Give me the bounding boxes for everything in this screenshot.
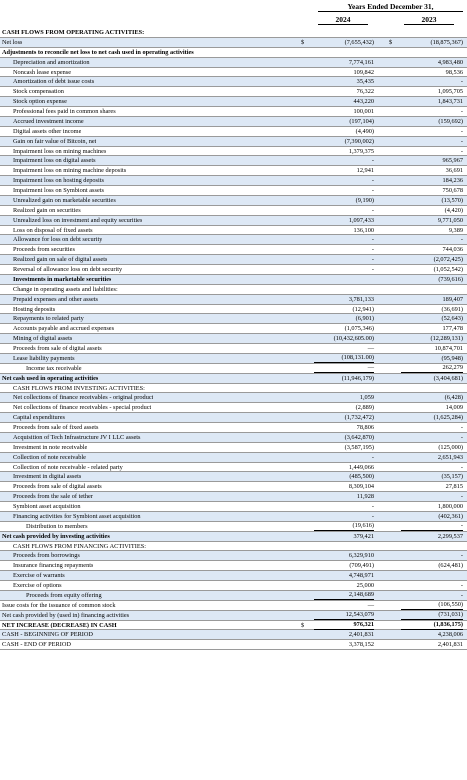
table-row: [0, 176, 467, 186]
value-2024: 100,001: [353, 108, 374, 115]
value-2024: -: [371, 187, 374, 194]
value-2024: -: [371, 246, 374, 254]
value-2023: 2,401,831: [437, 641, 463, 649]
table-row: [0, 137, 467, 147]
value-2023: 2,651,943: [437, 453, 463, 461]
value-2023: (1,052,542): [433, 266, 463, 273]
value-2023: -: [460, 108, 463, 115]
value-2023: (1,625,284): [433, 414, 463, 422]
value-2023: (159,692): [438, 117, 463, 125]
value-2024: 1,097,433: [348, 216, 374, 224]
value-2024: (1,732,472): [344, 414, 374, 422]
row-label: Adjustments to reconcile net loss to net cash used in operating activities: [2, 48, 194, 56]
table-row: [0, 77, 467, 87]
value-2024: -: [371, 157, 374, 165]
table-row: [0, 58, 467, 68]
value-2023: (125,000): [438, 443, 463, 451]
value-2024: 3,781,133: [348, 295, 374, 303]
value-2024: (12,941): [352, 305, 374, 313]
value-2024: 11,928: [356, 493, 374, 501]
row-label: Digital assets other income: [13, 127, 82, 135]
row-label: Impairment loss on Symbiont assets: [13, 187, 104, 194]
value-2024: 3,378,152: [348, 641, 374, 649]
value-2024: 976,321: [314, 621, 374, 631]
row-label: CASH - BEGINNING OF PERIOD: [2, 631, 93, 639]
table-row: [0, 384, 467, 394]
value-2024: 1,059: [359, 394, 374, 402]
table-row: [0, 107, 467, 117]
row-label: Proceeds from sale of fixed assets: [13, 424, 99, 431]
row-label: Change in operating assets and liabilities:: [13, 285, 118, 293]
row-label: Realized gain on sale of digital assets: [13, 256, 108, 264]
table-row: [0, 196, 467, 206]
row-label: Financing activities for Symbiont asset acquisition: [13, 512, 141, 520]
row-label: Proceeds from sale of digital assets: [13, 345, 102, 352]
row-label: Acquisition of Tech Infrastructure JV I LLC assets: [13, 433, 141, 441]
table-row: [0, 265, 467, 275]
table-row: [0, 295, 467, 305]
table-row: [0, 275, 467, 285]
value-2024: 109,842: [353, 68, 374, 76]
table-row: [0, 28, 467, 38]
row-label: Accrued investment income: [13, 117, 84, 125]
row-label: Capital expenditures: [13, 414, 65, 422]
table-row: [0, 611, 467, 621]
value-2024: -: [371, 256, 374, 264]
value-2024: 25,000: [356, 582, 374, 589]
row-label: Lease liability payments: [13, 354, 75, 362]
table-row: [0, 542, 467, 552]
table-row: [0, 186, 467, 196]
table-row: [0, 127, 467, 137]
table-row: [0, 601, 467, 611]
period-heading: Years Ended December 31,: [318, 2, 463, 12]
row-label: Proceeds from equity offering: [26, 591, 102, 599]
table-row: [0, 285, 467, 295]
table-row: [0, 156, 467, 166]
row-label: Investment in digital assets: [13, 473, 82, 481]
row-label: CASH FLOWS FROM INVESTING ACTIVITIES:: [13, 384, 145, 392]
row-label: Hosting deposits: [13, 305, 56, 313]
table-row: [0, 354, 467, 364]
table-row: [0, 166, 467, 176]
value-2024: 78,806: [356, 424, 374, 431]
table-row: [0, 502, 467, 512]
value-2023: 27,815: [445, 483, 463, 491]
value-2024: (10,432,605.00): [333, 335, 374, 343]
currency-symbol: $: [389, 38, 393, 46]
value-2024: (2,889): [355, 404, 374, 412]
table-row: [0, 334, 467, 344]
value-2024: (709,491): [349, 562, 374, 570]
value-2023: -: [460, 78, 463, 86]
table-row: [0, 255, 467, 265]
value-2023: 177,478: [442, 325, 463, 333]
value-2023: 750,678: [442, 187, 463, 194]
value-2024: 8,309,104: [348, 483, 374, 491]
row-label: Net loss: [2, 38, 23, 46]
value-2024: -: [371, 177, 374, 185]
row-label: Accounts payable and accrued expenses: [13, 325, 115, 333]
row-label: Proceeds from sale of digital assets: [13, 483, 102, 491]
value-2023: 9,389: [448, 226, 463, 234]
row-label: Stock option expense: [13, 98, 67, 106]
row-label: Unrealized gain on marketable securities: [13, 196, 116, 204]
value-2024: (197,104): [349, 117, 374, 125]
value-2023: (13,570): [441, 196, 463, 204]
row-label: Allowance for loss on debt security: [13, 236, 103, 244]
value-2024: 136,100: [353, 226, 374, 234]
row-label: Distribution to members: [26, 522, 88, 530]
table-row: [0, 245, 467, 255]
table-row: [0, 305, 467, 315]
value-2023: 14,009: [445, 404, 463, 412]
value-2024: (3,642,870): [344, 433, 374, 441]
value-2024: -: [371, 206, 374, 214]
value-2024: 443,220: [353, 98, 374, 106]
table-row: [0, 87, 467, 97]
value-2023: (624,481): [438, 562, 463, 570]
value-2023: 9,771,050: [437, 216, 463, 224]
value-2024: 76,322: [356, 88, 374, 96]
row-label: Realized gain on securities: [13, 206, 81, 214]
table-row: [0, 117, 467, 127]
value-2023: (3,404,681): [433, 374, 463, 382]
value-2023: -: [460, 137, 463, 145]
table-row: [0, 147, 467, 157]
cash-flow-table: [0, 28, 467, 650]
table-row: [0, 314, 467, 324]
value-2024: (1,075,346): [344, 325, 374, 333]
table-row: [0, 344, 467, 354]
row-label: Reversal of allowance loss on debt security: [13, 266, 123, 273]
row-label: Noncash lease expense: [13, 68, 72, 76]
row-label: Investment in note receivable: [13, 443, 88, 451]
row-label: Net cash provided by investing activities: [2, 532, 110, 540]
table-row: [0, 324, 467, 334]
table-row: [0, 522, 467, 532]
row-label: Prepaid expenses and other assets: [13, 295, 98, 303]
value-2023: (731,031): [401, 611, 463, 620]
value-2023: (18,875,367): [430, 38, 463, 46]
table-row: [0, 68, 467, 78]
row-label: Gain on fair value of Bitcoin, net: [13, 137, 97, 145]
value-2023: (6,428): [444, 394, 463, 402]
row-label: Depreciation and amortization: [13, 58, 90, 66]
value-2023: (36,691): [441, 305, 463, 313]
table-row: [0, 621, 467, 631]
value-2024: 7,774,161: [348, 58, 374, 66]
value-2024: (7,655,432): [344, 38, 374, 46]
value-2023: 2,299,537: [437, 532, 463, 540]
row-label: Net cash used in operating activities: [2, 374, 99, 382]
row-label: Amortization of debt issue costs: [13, 78, 95, 86]
value-2023: 262,279: [401, 364, 463, 373]
value-2023: (1,836,175): [401, 621, 463, 631]
row-label: CASH FLOWS FROM OPERATING ACTIVITIES:: [2, 29, 145, 36]
row-label: Insurance financing repayments: [13, 562, 94, 570]
row-label: Exercise of warrants: [13, 572, 65, 580]
value-2023: 4,238,006: [437, 631, 463, 639]
table-row: [0, 532, 467, 542]
value-2024: (485,500): [349, 473, 374, 481]
value-2024: -: [371, 266, 374, 273]
value-2023: (12,289,131): [430, 335, 463, 343]
row-label: Exercise of options: [13, 582, 62, 589]
value-2023: 10,874,701: [434, 345, 463, 352]
table-row: [0, 591, 467, 601]
value-2024: —: [367, 601, 374, 609]
value-2024: -: [371, 503, 374, 510]
row-label: Mining of digital assets: [13, 335, 73, 343]
table-row: [0, 512, 467, 522]
table-row: [0, 453, 467, 463]
value-2023: -: [401, 522, 463, 531]
value-2024: 379,421: [353, 532, 374, 540]
value-2024: 12,941: [356, 167, 374, 175]
value-2023: (2,072,425): [433, 256, 463, 264]
column-heading-2023: 2023: [404, 15, 454, 25]
value-2024: (3,587,195): [344, 443, 374, 451]
column-heading-2024: 2024: [318, 15, 368, 25]
table-row: [0, 226, 467, 236]
value-2024: 35,435: [356, 78, 374, 86]
value-2024: -: [371, 512, 374, 520]
currency-symbol: $: [301, 621, 305, 629]
value-2023: 965,967: [442, 157, 463, 165]
table-row: [0, 235, 467, 245]
value-2023: -: [460, 552, 463, 560]
table-header: [0, 0, 467, 28]
value-2024: 6,329,910: [348, 552, 374, 560]
value-2024: 2,401,831: [348, 631, 374, 639]
table-row: [0, 433, 467, 443]
row-label: Net cash provided by (used in) financing activities: [2, 611, 130, 619]
value-2023: (52,643): [441, 315, 463, 323]
table-row: [0, 581, 467, 591]
table-row: [0, 492, 467, 502]
value-2023: 98,536: [445, 68, 463, 76]
value-2024: (7,390,002): [344, 137, 374, 145]
table-row: [0, 482, 467, 492]
table-row: [0, 374, 467, 384]
row-label: Net collections of finance receivables - original product: [13, 394, 154, 402]
row-label: Collection of note receivable: [13, 453, 86, 461]
value-2024: (19,616): [314, 522, 374, 531]
value-2023: -: [460, 493, 463, 501]
row-label: Symbiont asset acquisition: [13, 503, 81, 510]
table-row: [0, 443, 467, 453]
row-label: CASH - END OF PERIOD: [2, 641, 71, 649]
value-2023: -: [460, 433, 463, 441]
row-label: Professional fees paid in common shares: [13, 108, 116, 115]
value-2024: 12,543,079: [314, 611, 374, 620]
value-2024: —: [314, 364, 374, 373]
row-label: Proceeds from borrowings: [13, 552, 80, 560]
table-row: [0, 413, 467, 423]
value-2023: -: [460, 147, 463, 155]
value-2023: 36,691: [445, 167, 463, 175]
table-row: [0, 48, 467, 58]
value-2023: -: [460, 582, 463, 589]
value-2023: -: [460, 424, 463, 431]
table-row: [0, 561, 467, 571]
table-row: [0, 38, 467, 48]
value-2024: (4,490): [355, 127, 374, 135]
row-label: Income tax receivable: [26, 364, 82, 372]
value-2024: —: [367, 345, 374, 352]
value-2023: 184,236: [442, 177, 463, 185]
table-row: [0, 630, 467, 640]
row-label: NET INCREASE (DECREASE) IN CASH: [2, 621, 117, 629]
value-2024: 4,748,971: [348, 572, 374, 580]
table-row: [0, 571, 467, 581]
value-2024: -: [371, 453, 374, 461]
value-2023: 1,095,705: [437, 88, 463, 96]
row-label: Loss on disposal of fixed assets: [13, 226, 93, 234]
row-label: Net collections of finance receivables - special product: [13, 404, 152, 412]
row-label: Proceeds from securities: [13, 246, 75, 254]
row-label: Repayments to related party: [13, 315, 84, 323]
value-2024: 2,148,689: [314, 591, 374, 600]
value-2023: 189,407: [442, 295, 463, 303]
table-row: [0, 472, 467, 482]
row-label: Impairment loss on hosting deposits: [13, 177, 104, 185]
value-2024: 1,449,066: [348, 463, 374, 471]
value-2023: (4,420): [444, 206, 463, 214]
value-2023: 1,800,000: [437, 503, 463, 510]
row-label: Impairment loss on mining machine deposits: [13, 167, 127, 175]
table-row: [0, 364, 467, 374]
row-label: Issue costs for the issuance of common stock: [2, 601, 116, 609]
table-row: [0, 423, 467, 433]
value-2023: (35,157): [441, 473, 463, 481]
value-2024: (9,190): [355, 196, 374, 204]
row-label: Impairment loss on mining machines: [13, 147, 107, 155]
row-label: Impairment loss on digital assets: [13, 157, 96, 165]
row-label: Investments in marketable securities: [13, 275, 112, 283]
table-row: [0, 206, 467, 216]
value-2023: -: [460, 591, 463, 599]
value-2023: (95,948): [441, 354, 463, 362]
table-row: [0, 97, 467, 107]
value-2023: 744,036: [442, 246, 463, 254]
table-row: [0, 551, 467, 561]
row-label: Collection of note receivable - related party: [13, 463, 123, 471]
table-row: [0, 393, 467, 403]
row-label: Stock compensation: [13, 88, 64, 96]
value-2023: 4,983,480: [437, 58, 463, 66]
table-row: [0, 216, 467, 226]
value-2024: (108,131.00): [314, 354, 374, 363]
row-label: Unrealized loss on investment and equity securities: [13, 216, 143, 224]
currency-symbol: $: [301, 38, 305, 46]
value-2024: (6,901): [355, 315, 374, 323]
value-2024: -: [371, 236, 374, 244]
table-row: [0, 640, 467, 650]
value-2023: (739,616): [438, 275, 463, 283]
row-label: CASH FLOWS FROM FINANCING ACTIVITIES:: [13, 542, 146, 550]
value-2023: (106,550): [401, 601, 463, 610]
value-2023: 1,843,731: [437, 98, 463, 106]
value-2023: -: [460, 236, 463, 244]
row-label: Proceeds from the sale of tether: [13, 493, 93, 501]
table-row: [0, 463, 467, 473]
value-2023: (402,361): [438, 512, 463, 520]
value-2023: -: [460, 127, 463, 135]
value-2024: (11,946,179): [341, 374, 374, 382]
value-2023: -: [460, 463, 463, 471]
value-2024: 1,379,375: [348, 147, 374, 155]
table-row: [0, 403, 467, 413]
